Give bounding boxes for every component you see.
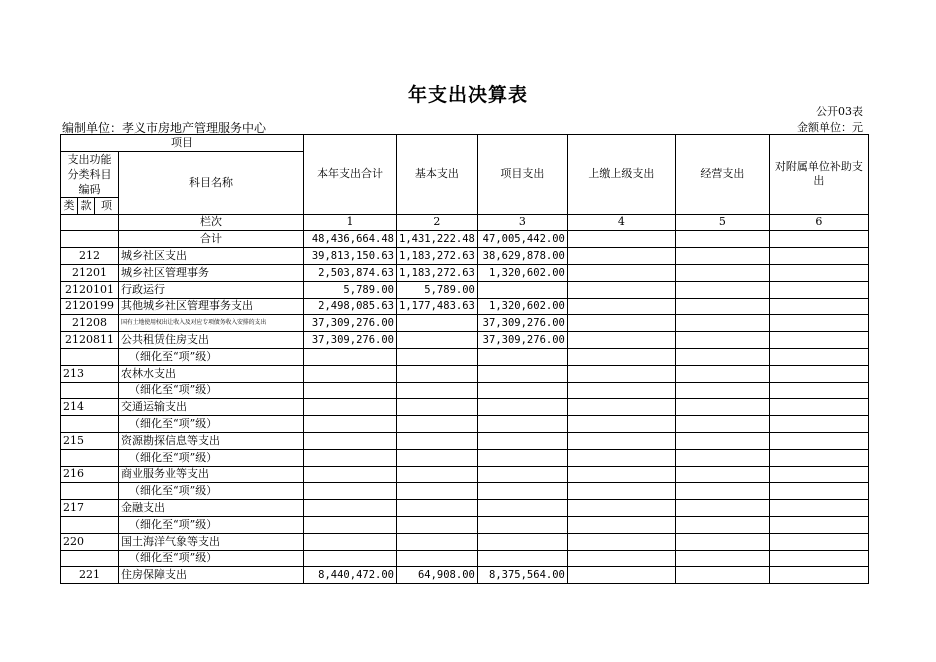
row-project: 1,320,602.00 (477, 298, 567, 315)
row-col6 (769, 449, 868, 466)
row-total: 39,813,150.63 (304, 248, 397, 265)
row-col6 (769, 315, 868, 332)
row-subject-name: 国有土地使用权出让收入及对应专项债务收入安排的支出 (119, 315, 304, 332)
row-project: 37,309,276.00 (477, 332, 567, 349)
row-code: 217 (61, 500, 119, 517)
row-subject-name: 行政运行 (119, 281, 304, 298)
row-col4 (567, 298, 675, 315)
row-col4 (567, 248, 675, 265)
row-project (477, 449, 567, 466)
row-code: 213 (61, 365, 119, 382)
row-basic (397, 399, 478, 416)
row-project: 38,629,878.00 (477, 248, 567, 265)
row-col4 (567, 348, 675, 365)
row-col4 (567, 332, 675, 349)
row-col5 (675, 516, 769, 533)
row-col6 (769, 500, 868, 517)
row-subject-name: 农林水支出 (119, 365, 304, 382)
row-col4 (567, 483, 675, 500)
col-num-5: 5 (675, 214, 769, 231)
row-col4 (567, 281, 675, 298)
row-col6 (769, 382, 868, 399)
table-row (61, 264, 869, 281)
row-basic (397, 533, 478, 550)
row-col5 (675, 567, 769, 584)
table-row (61, 281, 869, 298)
row-col4 (567, 449, 675, 466)
row-code: 214 (61, 399, 119, 416)
header-kuan: 款 (78, 197, 95, 214)
row-col4 (567, 399, 675, 416)
row-basic (397, 516, 478, 533)
header-col3: 项目支出 (477, 135, 567, 215)
row-total: 2,503,874.63 (304, 264, 397, 281)
row-project: 8,375,564.00 (477, 567, 567, 584)
row-col6 (769, 416, 868, 433)
row-code (61, 416, 119, 433)
header-col4: 上缴上级支出 (567, 135, 675, 215)
row-total (304, 483, 397, 500)
row-code: 216 (61, 466, 119, 483)
row-col6 (769, 365, 868, 382)
row-col5 (675, 483, 769, 500)
row-subject-name: 交通运输支出 (119, 399, 304, 416)
row-basic (397, 348, 478, 365)
table-row (61, 449, 869, 466)
row-total: 8,440,472.00 (304, 567, 397, 584)
row-subject-name: 金融支出 (119, 500, 304, 517)
row-col5 (675, 348, 769, 365)
form-code: 公开03表 (816, 105, 863, 118)
table-row (61, 466, 869, 483)
col-num-4: 4 (567, 214, 675, 231)
table-row (61, 332, 869, 349)
table-row (61, 248, 869, 265)
row-total: 2,498,085.63 (304, 298, 397, 315)
header-subject-name: 科目名称 (119, 151, 304, 214)
row-basic (397, 466, 478, 483)
row-col6 (769, 248, 868, 265)
row-col6 (769, 281, 868, 298)
total-col2: 1,431,222.48 (397, 231, 478, 248)
row-subject-name: （细化至“项”级） (119, 483, 304, 500)
row-code: 220 (61, 533, 119, 550)
row-col5 (675, 550, 769, 567)
row-project (477, 416, 567, 433)
col-num-3: 3 (477, 214, 567, 231)
row-col6 (769, 550, 868, 567)
row-subject-name: 住房保障支出 (119, 567, 304, 584)
row-total (304, 399, 397, 416)
row-project (477, 432, 567, 449)
row-col4 (567, 315, 675, 332)
org-label: 编制单位：孝义市房地产管理服务中心 (62, 121, 267, 135)
row-subject-name: （细化至“项”级） (119, 449, 304, 466)
row-code (61, 516, 119, 533)
row-code: 2120101 (61, 281, 119, 298)
table-row (61, 432, 869, 449)
row-total: 37,309,276.00 (304, 315, 397, 332)
header-col2: 基本支出 (397, 135, 478, 215)
row-basic (397, 500, 478, 517)
row-project: 37,309,276.00 (477, 315, 567, 332)
row-col5 (675, 500, 769, 517)
row-col4 (567, 550, 675, 567)
row-total (304, 365, 397, 382)
lanci-label: 栏次 (119, 214, 304, 231)
row-subject-name: 公共租赁住房支出 (119, 332, 304, 349)
row-code (61, 550, 119, 567)
table-row (61, 416, 869, 433)
row-total (304, 550, 397, 567)
col-num-6: 6 (769, 214, 868, 231)
col-num-1: 1 (304, 214, 397, 231)
table-row (61, 516, 869, 533)
row-subject-name: （细化至“项”级） (119, 516, 304, 533)
row-col4 (567, 466, 675, 483)
expenditure-table (60, 134, 869, 584)
row-project (477, 348, 567, 365)
col-num-2: 2 (397, 214, 478, 231)
row-project (477, 533, 567, 550)
row-col6 (769, 332, 868, 349)
row-col6 (769, 516, 868, 533)
row-code (61, 348, 119, 365)
row-col5 (675, 281, 769, 298)
row-basic: 1,177,483.63 (397, 298, 478, 315)
table-row (61, 567, 869, 584)
row-subject-name: 城乡社区支出 (119, 248, 304, 265)
table-row (61, 483, 869, 500)
row-subject-name: 国土海洋气象等支出 (119, 533, 304, 550)
row-col5 (675, 449, 769, 466)
total-col3: 47,005,442.00 (477, 231, 567, 248)
row-col4 (567, 516, 675, 533)
header-col6: 对附属单位补助支出 (769, 135, 868, 215)
row-col4 (567, 567, 675, 584)
table-row (61, 298, 869, 315)
row-basic (397, 449, 478, 466)
row-code: 215 (61, 432, 119, 449)
row-col6 (769, 466, 868, 483)
row-col6 (769, 264, 868, 281)
row-col4 (567, 416, 675, 433)
row-basic (397, 332, 478, 349)
row-basic (397, 416, 478, 433)
row-code: 221 (61, 567, 119, 584)
row-basic (397, 432, 478, 449)
row-project (477, 382, 567, 399)
row-basic (397, 483, 478, 500)
row-total (304, 516, 397, 533)
row-project (477, 483, 567, 500)
row-subject-name: 资源勘探信息等支出 (119, 432, 304, 449)
blank-cell (61, 214, 119, 231)
total-col4 (567, 231, 675, 248)
row-code (61, 382, 119, 399)
row-basic (397, 315, 478, 332)
row-subject-name: （细化至“项”级） (119, 416, 304, 433)
row-basic (397, 365, 478, 382)
row-col6 (769, 432, 868, 449)
row-total (304, 382, 397, 399)
row-col5 (675, 315, 769, 332)
row-col4 (567, 264, 675, 281)
table-row (61, 315, 869, 332)
row-subject-name: （细化至“项”级） (119, 348, 304, 365)
row-total (304, 533, 397, 550)
row-code (61, 483, 119, 500)
row-col5 (675, 382, 769, 399)
total-label: 合计 (119, 231, 304, 248)
header-lei: 类 (61, 197, 78, 214)
row-subject-name: （细化至“项”级） (119, 382, 304, 399)
row-col5 (675, 332, 769, 349)
row-subject-name: 其他城乡社区管理事务支出 (119, 298, 304, 315)
table-row (61, 550, 869, 567)
row-project (477, 281, 567, 298)
row-subject-name: （细化至“项”级） (119, 550, 304, 567)
total-col6 (769, 231, 868, 248)
row-project: 1,320,602.00 (477, 264, 567, 281)
row-code: 21208 (61, 315, 119, 332)
row-basic: 5,789.00 (397, 281, 478, 298)
header-col1: 本年支出合计 (304, 135, 397, 215)
unit-label: 金额单位：元 (797, 121, 863, 134)
header-func-code: 支出功能分类科目编码 (61, 151, 119, 197)
row-col5 (675, 298, 769, 315)
row-col4 (567, 432, 675, 449)
row-total (304, 449, 397, 466)
blank-cell (61, 231, 119, 248)
row-code: 212 (61, 248, 119, 265)
row-subject-name: 商业服务业等支出 (119, 466, 304, 483)
row-col4 (567, 500, 675, 517)
row-col6 (769, 399, 868, 416)
row-basic: 1,183,272.63 (397, 264, 478, 281)
table-row (61, 382, 869, 399)
row-col6 (769, 533, 868, 550)
row-col6 (769, 298, 868, 315)
row-code: 21201 (61, 264, 119, 281)
row-code (61, 449, 119, 466)
row-project (477, 550, 567, 567)
row-code: 2120199 (61, 298, 119, 315)
row-col5 (675, 466, 769, 483)
row-total (304, 432, 397, 449)
row-total (304, 500, 397, 517)
row-col5 (675, 399, 769, 416)
row-project (477, 516, 567, 533)
page-title: 年支出决算表 (407, 84, 528, 106)
row-col5 (675, 432, 769, 449)
row-basic: 64,908.00 (397, 567, 478, 584)
row-total: 37,309,276.00 (304, 332, 397, 349)
header-col5: 经营支出 (675, 135, 769, 215)
row-total (304, 466, 397, 483)
row-col6 (769, 483, 868, 500)
row-col4 (567, 382, 675, 399)
row-project (477, 466, 567, 483)
row-total (304, 416, 397, 433)
row-col4 (567, 365, 675, 382)
row-col5 (675, 248, 769, 265)
row-project (477, 365, 567, 382)
header-project: 项目 (61, 135, 304, 152)
header-xiang: 项 (95, 197, 119, 214)
row-project (477, 399, 567, 416)
table-row (61, 533, 869, 550)
row-col5 (675, 365, 769, 382)
row-basic: 1,183,272.63 (397, 248, 478, 265)
row-basic (397, 550, 478, 567)
table-row (61, 500, 869, 517)
table-row (61, 348, 869, 365)
row-col5 (675, 533, 769, 550)
row-basic (397, 382, 478, 399)
row-subject-name: 城乡社区管理事务 (119, 264, 304, 281)
total-col1: 48,436,664.48 (304, 231, 397, 248)
row-total: 5,789.00 (304, 281, 397, 298)
row-project (477, 500, 567, 517)
table-row (61, 365, 869, 382)
row-col4 (567, 533, 675, 550)
total-col5 (675, 231, 769, 248)
row-col6 (769, 348, 868, 365)
row-total (304, 348, 397, 365)
row-col6 (769, 567, 868, 584)
row-col5 (675, 416, 769, 433)
table-row (61, 399, 869, 416)
row-col5 (675, 264, 769, 281)
row-code: 2120811 (61, 332, 119, 349)
